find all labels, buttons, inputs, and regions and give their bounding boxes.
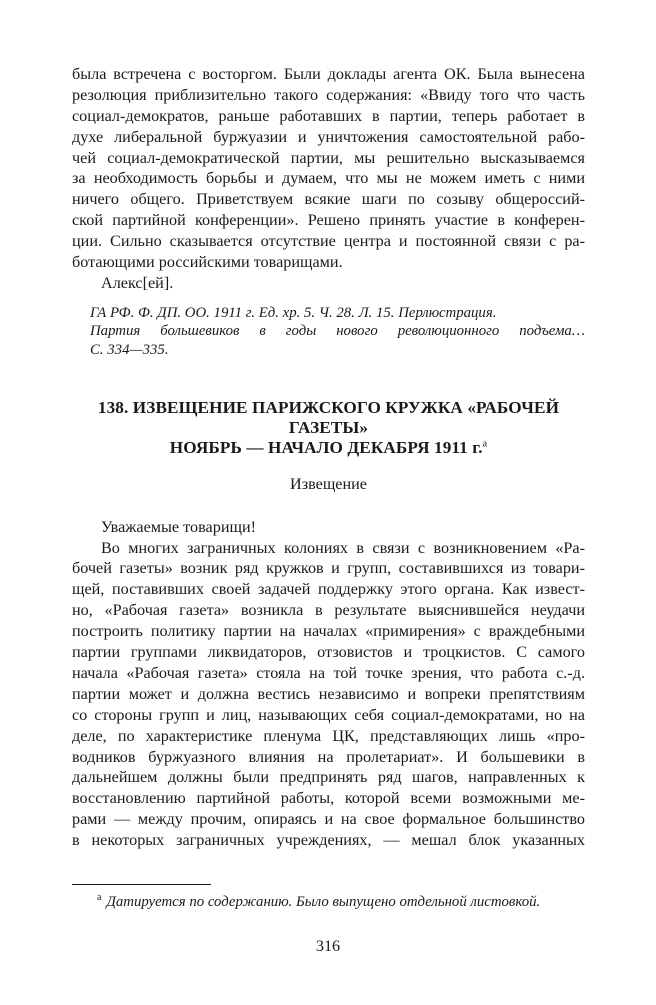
text-line: ничего общего. Приветствуем всякие шаги по созыву общероссий- (72, 190, 585, 209)
footnote-reference[interactable]: а (482, 438, 488, 450)
text-line: водников буржуазного влияния на пролетариат». И большевики в (72, 747, 585, 766)
letter-body (72, 517, 585, 851)
heading-line: 138. ИЗВЕЩЕНИЕ ПАРИЖСКОГО КРУЖКА «РАБОЧЕЙ (97, 397, 560, 417)
text-line: со стороны групп и лиц, называющих себя социал-демократами, но на (72, 705, 585, 724)
heading-line: ГАЗЕТЫ» (288, 417, 369, 437)
text-line: построить политику партии на началах «примирения» с враждебными (72, 622, 585, 641)
text-line: но, «Рабочая газета» возникла в результате выяснившейся неудачи (72, 601, 585, 620)
page-content (72, 64, 585, 851)
text-line: партии может и должна вестись независимо и вопреки препятствиям (72, 684, 585, 703)
text-line: была встречена с восторгом. Были доклады агента ОК. Была вынесена (72, 65, 585, 83)
footnote-mark: а (97, 892, 102, 904)
continuation-paragraph (72, 64, 585, 294)
source-line: Партия большевиков в годы нового революционного подъема… (90, 323, 585, 340)
heading-date: НОЯБРЬ — НАЧАЛО ДЕКАБРЯ 1911 г. (169, 438, 483, 458)
text-line: деле, по характеристике пленума ЦК, представляющих лишь «про- (72, 726, 585, 745)
text-line: чей социал-демократической партии, мы решительно высказываемся (72, 148, 585, 167)
salutation: Уважаемые товарищи! (101, 517, 256, 536)
text-line: духе либеральной буржуазии и уничтожения самостоятельной рабо- (72, 127, 585, 146)
text-line: социал-демократов, раньше работавших в партии, теперь работает в (72, 106, 585, 125)
text-line: Во многих заграничных колониях в связи с возникновением «Ра- (101, 538, 585, 557)
text-line: резолюция приблизительно такого содержания: «Ввиду того что часть (72, 85, 585, 104)
text-line: партии группами ликвидаторов, отзовистов и троцкистов. С самого (72, 643, 585, 662)
source-line: ГА РФ. Ф. ДП. ОО. 1911 г. Ед. хр. 5. Ч. 28. Л. 15. Перлюстрация. (90, 304, 497, 321)
signature: Алекс[ей]. (101, 273, 174, 292)
text-line: дальнейшем должны были предпринять ряд шагов, направленных к (72, 768, 585, 787)
text-line: восстановлению партийной работы, которой всеми возможными ме- (72, 789, 585, 808)
footnote (97, 893, 540, 911)
footnote-divider (72, 884, 211, 885)
source-line: С. 334—335. (90, 341, 169, 358)
text-line: ской партийной конференции». Решено принять участие в конферен- (72, 211, 585, 230)
text-line: ции. Сильно сказывается отсутствие центра и постоянной связи с ра- (72, 232, 585, 251)
text-line: щей, поставивших своей задачей поддержку этого органа. Как извест- (72, 580, 585, 599)
text-line: бочей газеты» возник ряд кружков и групп, составившихся из товари- (72, 559, 585, 578)
document-heading (72, 398, 585, 459)
document-subheading: Извещение (290, 474, 367, 493)
page-number: 316 (315, 937, 341, 955)
text-line: за необходимость борьбы и думаем, что мы не можем иметь с ними (72, 169, 585, 188)
heading-date-line (72, 438, 585, 458)
text-line: в некоторых заграничных учреждениях, — мешал блок указанных (72, 831, 585, 850)
archival-source (72, 304, 585, 360)
text-line: ботающими российскими товарищами. (72, 253, 343, 272)
footnote-text: Датируется по содержанию. Было выпущено отдельной листовкой. (106, 894, 541, 910)
text-line: рами — между прочим, опираясь и на свое формальное большинство (72, 810, 585, 829)
text-line: начала «Рабочая газета» стояла на той точке зрения, что работа с.-д. (72, 663, 585, 682)
